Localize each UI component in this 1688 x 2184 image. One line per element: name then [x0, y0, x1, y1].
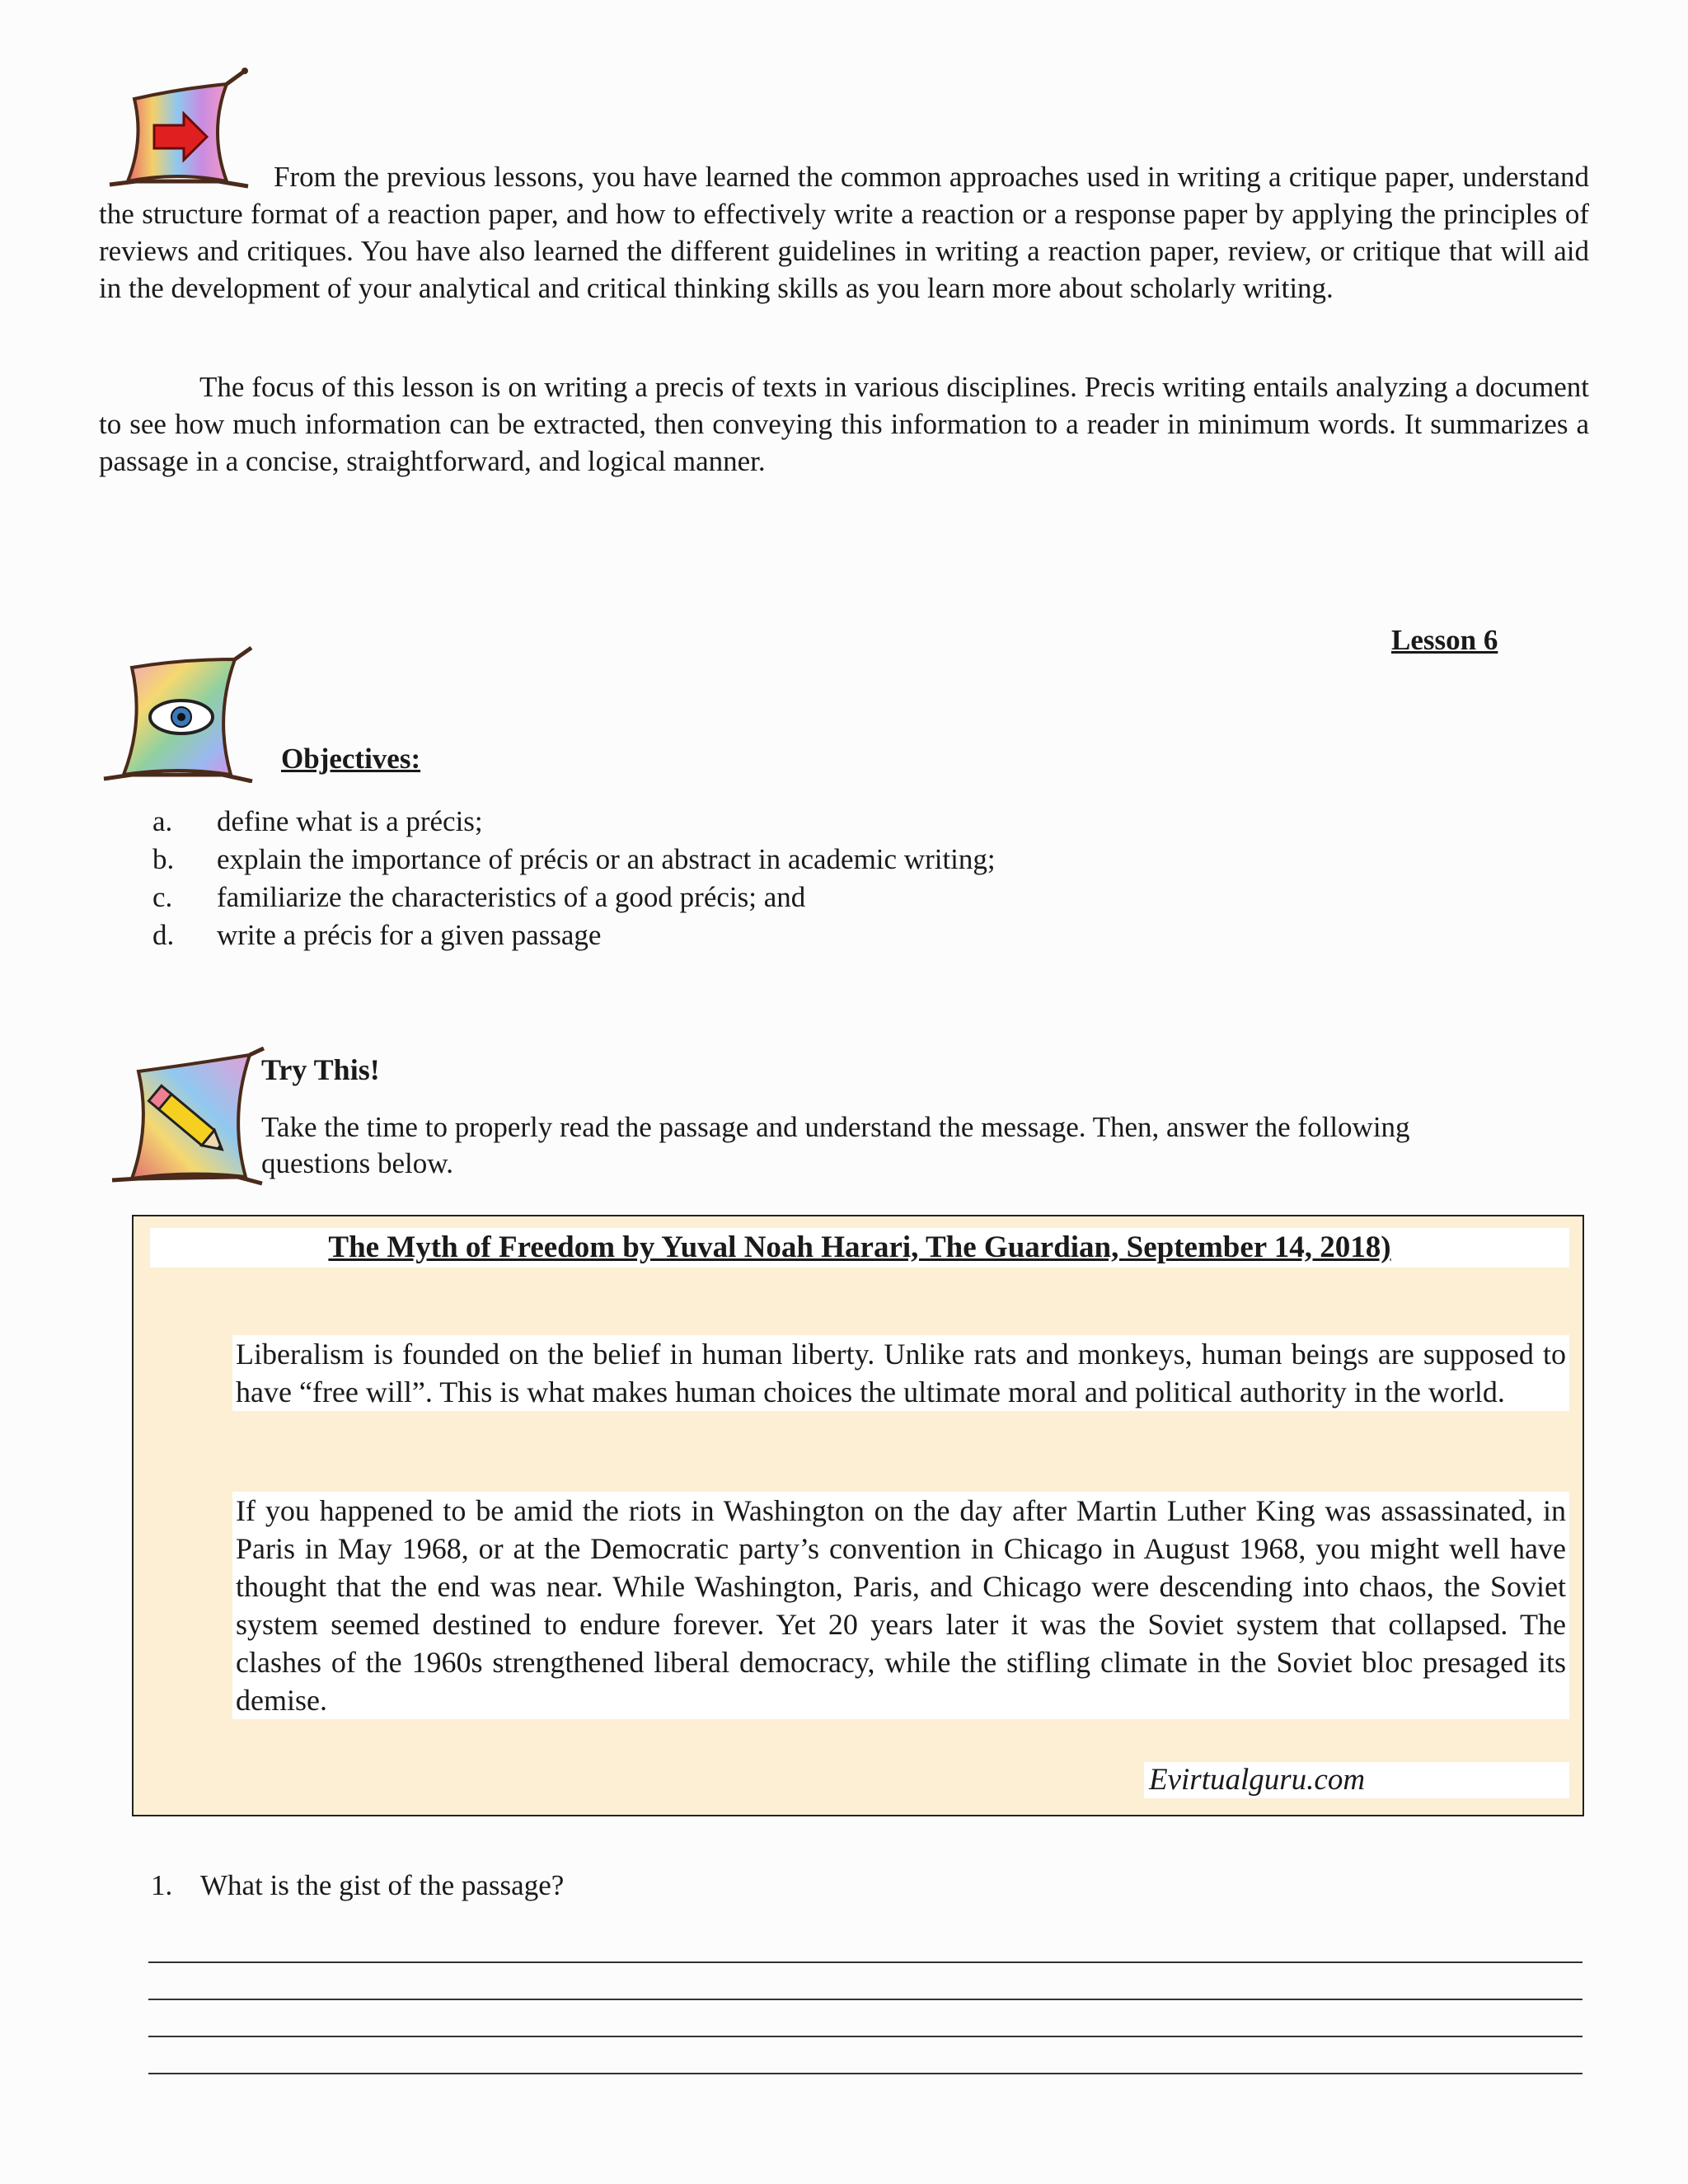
answer-line[interactable]	[148, 1999, 1582, 2000]
eye-scroll-icon	[99, 643, 256, 783]
question-number: 1.	[151, 1869, 173, 1901]
passage-paragraph-1: Liberalism is founded on the belief in human liberty. Unlike rats and monkeys, human beings are supposed to have “free will”. This is what makes human choices the ultimate moral and political authority in the world.	[232, 1335, 1569, 1411]
question-1	[151, 1869, 564, 1902]
list-item	[152, 803, 996, 841]
passage-title: The Myth of Freedom by Yuval Noah Harari, The Guardian, September 14, 2018)	[150, 1228, 1569, 1268]
objectives-heading: Objectives:	[281, 743, 421, 775]
list-item-text: explain the importance of précis or an abstract in academic writing;	[217, 843, 996, 875]
list-item	[152, 879, 996, 916]
objectives-list	[152, 803, 996, 954]
answer-line[interactable]	[148, 1961, 1582, 1963]
list-item-text: write a précis for a given passage	[217, 919, 602, 951]
list-marker: c.	[152, 881, 173, 913]
pencil-scroll-icon	[106, 1047, 267, 1187]
answer-line[interactable]	[148, 2073, 1582, 2074]
list-marker: a.	[152, 805, 173, 837]
list-item-text: familiarize the characteristics of a good précis; and	[217, 881, 806, 913]
try-this-heading: Try This!	[261, 1053, 380, 1086]
source-watermark: Evirtualguru.com	[1144, 1762, 1569, 1798]
intro-paragraph-1: From the previous lessons, you have learned the common approaches used in writing a critique paper, understand the structure format of a reaction paper, and how to effectively write a reaction or a response paper by applying the principles of reviews and critiques. You have also learned the different guidelines in writing a reaction paper, review, or critique that will aid in the development of your analytical and critical thinking skills as you learn more about scholarly writing.	[99, 161, 1589, 304]
list-item	[152, 916, 996, 954]
try-this-instructions: Take the time to properly read the passage and understand the message. Then, answer the following questions below.	[261, 1111, 1410, 1179]
list-marker: d.	[152, 919, 175, 951]
question-text: What is the gist of the passage?	[200, 1869, 565, 1901]
list-item	[152, 841, 996, 879]
passage-box	[132, 1215, 1584, 1816]
answer-line[interactable]	[148, 2036, 1582, 2037]
lesson-label: Lesson 6	[1391, 624, 1498, 656]
list-item-text: define what is a précis;	[217, 805, 483, 837]
list-marker: b.	[152, 843, 175, 875]
passage-paragraph-2: If you happened to be amid the riots in Washington on the day after Martin Luther King was assassinated, in Paris in May 1968, or at the Democratic party’s convention in Chicago in August 1968, you might well have thought that the end was near. While Washington, Paris, and Chicago were descending into chaos, the Soviet system seemed destined to endure forever. Yet 20 years later it was the Soviet system that collapsed. The clashes of the 1960s strengthened liberal democracy, while the stifling climate in the Soviet bloc presaged its demise.	[232, 1492, 1569, 1719]
intro-paragraph-2: The focus of this lesson is on writing a precis of texts in various disciplines. Precis writing entails analyzing a document to see how much information can be extracted, then conveying this information to a reader in minimum words. It summarizes a passage in a concise, straightforward, and logical manner.	[99, 371, 1589, 477]
